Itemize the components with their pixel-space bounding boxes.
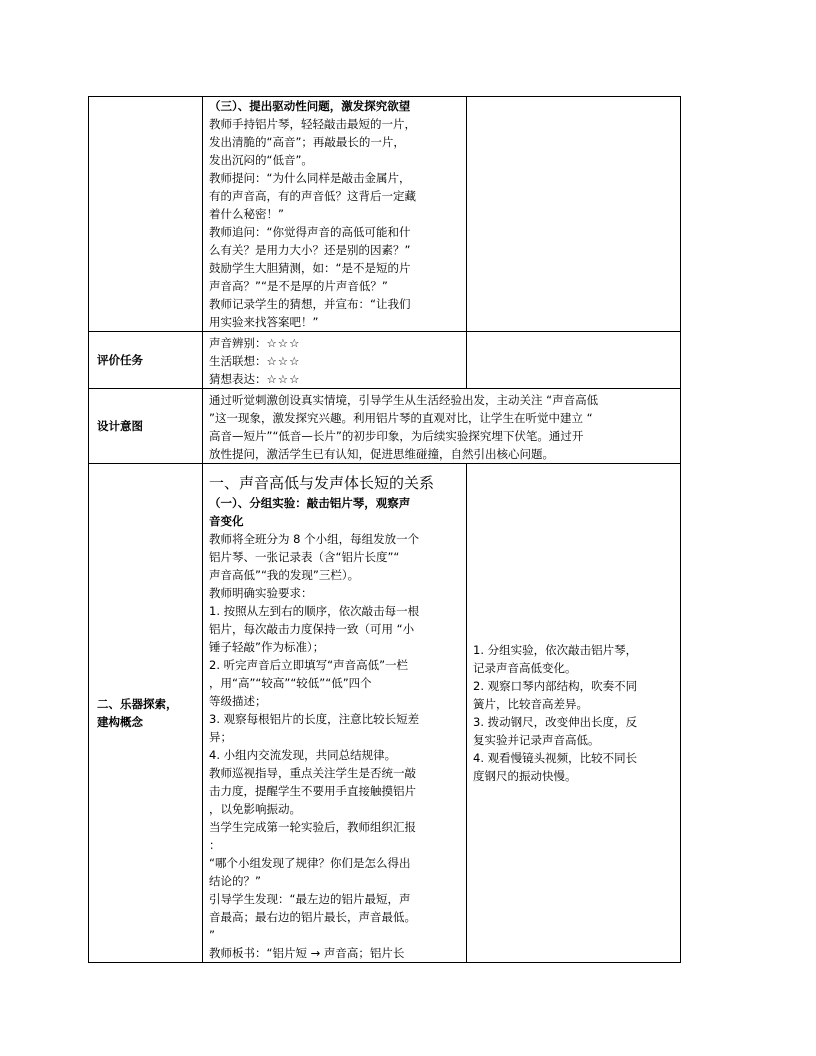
text-line: 高音—短片”“低音—长片”的初步印象，为后续实验探究埋下伏笔。通过开 — [209, 429, 584, 443]
row-driving-question — [89, 97, 681, 332]
text-line: 音最高；最右边的铝片最长，声音最低。 — [209, 910, 416, 924]
subsection-title: 音变化 — [209, 514, 244, 528]
student-text-line: 2. 观察口琴内部结构，吹奏不同 — [473, 679, 638, 693]
text-line: 引导学生发现：“最左边的铝片最短，声 — [209, 892, 411, 906]
student-text-line: 4. 观看慢镜头视频，比较不同长 — [473, 751, 638, 765]
student-text-line: 簧片，比较音高差异。 — [473, 697, 588, 711]
text-line: 铝片，每次敲击力度保持一致（可用 “小 — [209, 622, 415, 636]
text-line: ” — [209, 928, 215, 942]
text-line: 铝片琴、一张记录表（含“铝片长度”“ — [209, 550, 400, 564]
text-line: 着什么秘密！” — [209, 207, 284, 221]
text-line: 教师手持铝片琴，轻轻敲击最短的一片， — [209, 117, 416, 131]
text-line: 4. 小组内交流发现，共同总结规律。 — [209, 748, 397, 762]
text-line: 3. 观察每根铝片的长度，注意比较长短差 — [209, 712, 420, 726]
star-rating-icon: ☆☆☆ — [266, 372, 301, 386]
text-line: 教师将全班分为 8 个小组，每组发放一个 — [209, 532, 420, 546]
text-line: 发出清脆的“高音”；再敲最长的一片， — [209, 135, 405, 149]
text-line: ，用“高”“较高”“较低”“低”四个 — [209, 676, 372, 690]
stage-label-line: 建构概念 — [97, 715, 143, 729]
stage-label-line: 二、乐器探索， — [97, 697, 178, 711]
evaluation-item-name: 生活联想： — [209, 354, 267, 368]
section-title: （三）、提出驱动性问题，激发探究欲望 — [209, 99, 411, 113]
subsection-title: （一）、分组实验：敲击铝片琴，观察声 — [209, 496, 411, 510]
row-instrument-exploration — [89, 464, 681, 963]
text-line: ，以免影响振动。 — [209, 802, 301, 816]
student-text-line: 记录声音高低变化。 — [473, 661, 577, 675]
student-text-line: 3. 拨动钢尺，改变伸出长度，反 — [473, 715, 638, 729]
text-line: 等级描述； — [209, 694, 267, 708]
text-line: 放性提问，激活学生已有认知，促进思维碰撞，自然引出核心问题。 — [209, 447, 554, 461]
text-line: 结论的？” — [209, 874, 261, 888]
text-line: “哪个小组发现了规律？你们是怎么得出 — [209, 856, 411, 870]
design-intent-label: 设计意图 — [89, 389, 203, 464]
text-line: 教师巡视指导，重点关注学生是否统一敲 — [209, 766, 416, 780]
student-activity-cell — [467, 97, 681, 332]
text-line: 鼓励学生大胆猜测，如：“是不是短的片 — [209, 261, 411, 275]
evaluation-label: 评价任务 — [89, 332, 203, 389]
text-line: 声音高？”“是不是厚的片声音低？” — [209, 279, 388, 293]
text-line: ”这一现象，激发探究兴趣。利用铝片琴的直观对比，让学生在听觉中建立 “ — [209, 411, 593, 425]
student-text-line: 1. 分组实验，依次敲击铝片琴， — [473, 643, 638, 657]
row-design-intent — [89, 389, 681, 464]
text-line: 教师板书：“铝片短 → 声音高；铝片长 — [209, 946, 405, 960]
teacher-activity-cell — [203, 464, 467, 963]
student-text-line: 复实验并记录声音高低。 — [473, 733, 600, 747]
evaluation-content — [203, 332, 467, 389]
design-intent-content — [203, 389, 681, 464]
text-line: 击力度，提醒学生不要用手直接触摸铝片 — [209, 784, 416, 798]
text-line: 用实验来找答案吧！” — [209, 315, 319, 329]
stage-label — [89, 464, 203, 963]
text-line: ： — [209, 838, 221, 852]
text-line: 当学生完成第一轮实验后，教师组织汇报 — [209, 820, 416, 834]
text-line: 发出沉闷的“低音”。 — [209, 153, 313, 167]
evaluation-empty-cell — [467, 332, 681, 389]
lesson-plan-table — [88, 96, 681, 963]
text-line: 教师记录学生的猜想，并宣布：“让我们 — [209, 297, 411, 311]
student-activity-cell — [467, 464, 681, 963]
text-line: 声音高低”“我的发现”三栏）。 — [209, 568, 360, 582]
text-line: 异； — [209, 730, 232, 744]
section-heading: 一、声音高低与发声体长短的关系 — [209, 474, 435, 492]
text-line: 教师追问：“你觉得声音的高低可能和什 — [209, 225, 411, 239]
evaluation-item-name: 声音辨别： — [209, 336, 267, 350]
text-line: 么有关？是用力大小？还是别的因素？” — [209, 243, 411, 257]
star-rating-icon: ☆☆☆ — [266, 354, 301, 368]
row-evaluation — [89, 332, 681, 389]
text-line: 教师明确实验要求： — [209, 586, 313, 600]
empty-label-cell — [89, 97, 203, 332]
text-line: 1. 按照从左到右的顺序，依次敲击每一根 — [209, 604, 420, 618]
evaluation-item — [209, 370, 460, 388]
teacher-activity-text — [209, 530, 460, 962]
text-line: 2. 听完声音后立即填写“声音高低”一栏 — [209, 658, 409, 672]
evaluation-item-name: 猜想表达： — [209, 372, 267, 386]
evaluation-item — [209, 334, 460, 352]
text-line: 锤子轻敲”作为标准）； — [209, 640, 325, 654]
student-activity-text — [473, 641, 674, 785]
star-rating-icon: ☆☆☆ — [266, 336, 301, 350]
text-line: 有的声音高，有的声音低？这背后一定藏 — [209, 189, 416, 203]
teacher-activity-cell — [203, 97, 467, 332]
text-line: 通过听觉刺激创设真实情境，引导学生从生活经验出发，主动关注 “声音高低 — [209, 393, 599, 407]
text-line: 教师提问：“为什么同样是敲击金属片， — [209, 171, 411, 185]
evaluation-item — [209, 352, 460, 370]
teacher-activity-text — [209, 115, 460, 331]
student-text-line: 度钢尺的振动快慢。 — [473, 769, 577, 783]
